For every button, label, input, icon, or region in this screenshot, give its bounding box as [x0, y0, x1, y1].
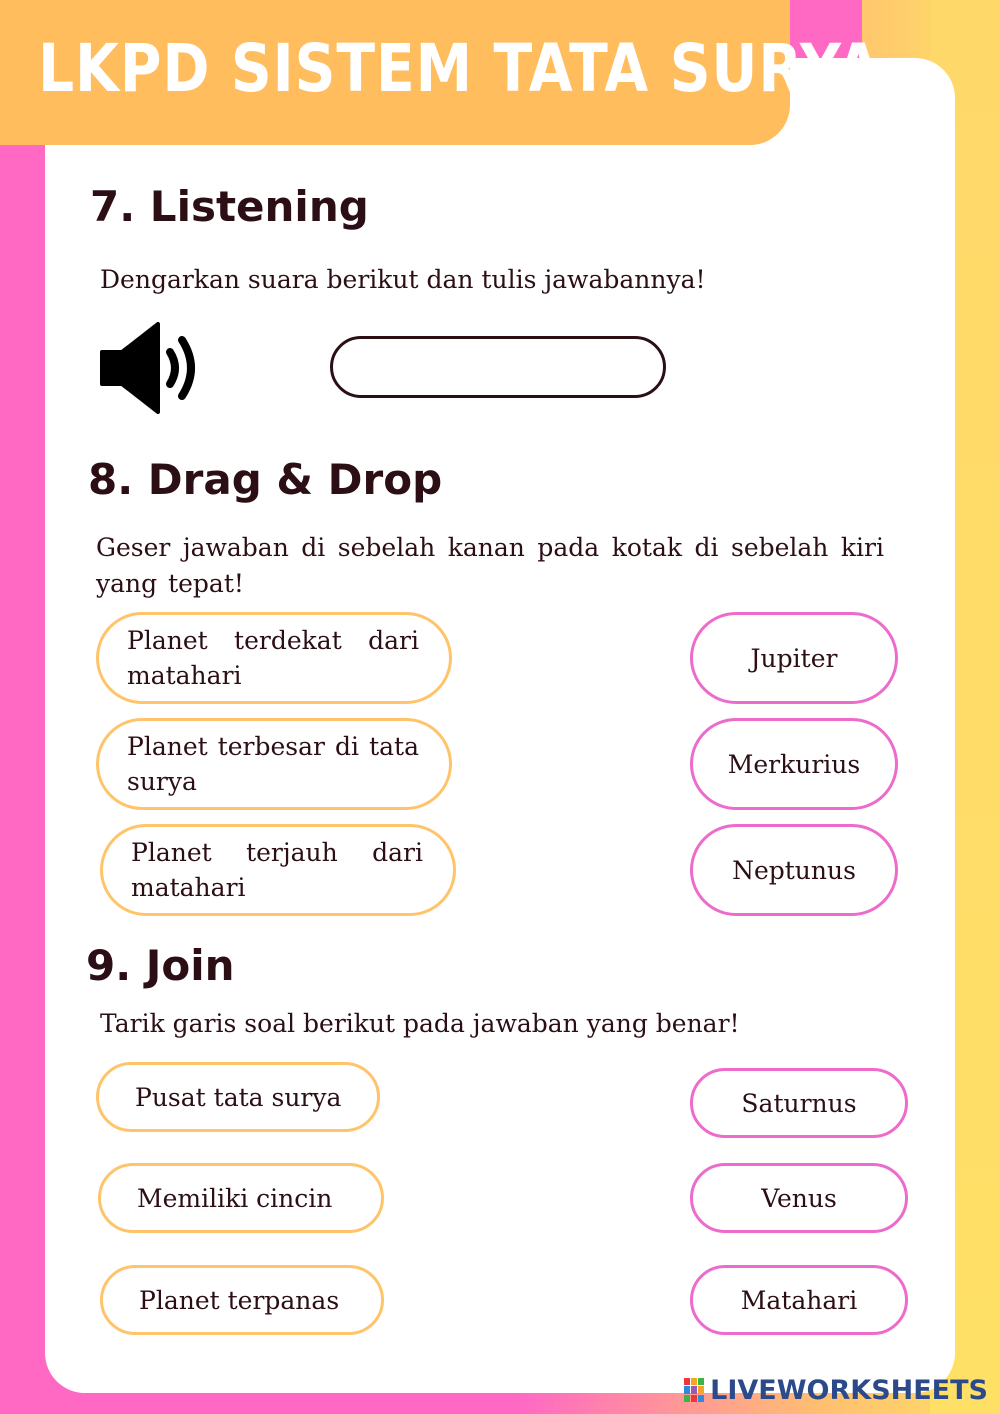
title-bar	[0, 0, 882, 145]
drag-drop-question-1-text: Planet terdekat dari matahari	[127, 626, 419, 690]
drag-drop-question-3-text: Planet terjauh dari matahari	[131, 838, 423, 902]
drag-drop-question-1[interactable]	[96, 612, 452, 704]
join-question-1[interactable]: Pusat tata surya	[96, 1062, 380, 1132]
listening-section-title: 7. Listening	[90, 182, 369, 231]
drag-drop-question-2[interactable]	[96, 718, 452, 810]
join-answer-matahari[interactable]: Matahari	[690, 1265, 908, 1335]
join-answer-venus[interactable]: Venus	[690, 1163, 908, 1233]
join-instruction: Tarik garis soal berikut pada jawaban yang benar!	[100, 1009, 740, 1038]
listening-answer-input[interactable]	[330, 336, 666, 398]
drag-drop-section-title: 8. Drag & Drop	[88, 455, 443, 504]
liveworksheets-logo[interactable]	[684, 1372, 988, 1408]
join-question-2[interactable]: Memiliki cincin	[98, 1163, 384, 1233]
liveworksheets-logo-text: LIVEWORKSHEETS	[710, 1374, 988, 1406]
liveworksheets-logo-icon	[684, 1378, 704, 1402]
drag-drop-question-3[interactable]	[100, 824, 456, 916]
drag-drop-answer-neptunus[interactable]: Neptunus	[690, 824, 898, 916]
page-title: LKPD SISTEM TATA SURYA	[38, 30, 882, 107]
drag-drop-answer-jupiter[interactable]: Jupiter	[690, 612, 898, 704]
listening-instruction: Dengarkan suara berikut dan tulis jawabannya!	[100, 265, 706, 294]
join-question-3[interactable]: Planet terpanas	[100, 1265, 384, 1335]
drag-drop-answer-merkurius[interactable]: Merkurius	[690, 718, 898, 810]
join-answer-saturnus[interactable]: Saturnus	[690, 1068, 908, 1138]
drag-drop-instruction: Geser jawaban di sebelah kanan pada kotak di sebelah kiri yang tepat!	[96, 533, 884, 598]
drag-drop-question-2-text: Planet terbesar di tata surya	[127, 732, 419, 796]
join-section-title: 9. Join	[86, 941, 235, 990]
speaker-icon[interactable]	[98, 322, 206, 414]
